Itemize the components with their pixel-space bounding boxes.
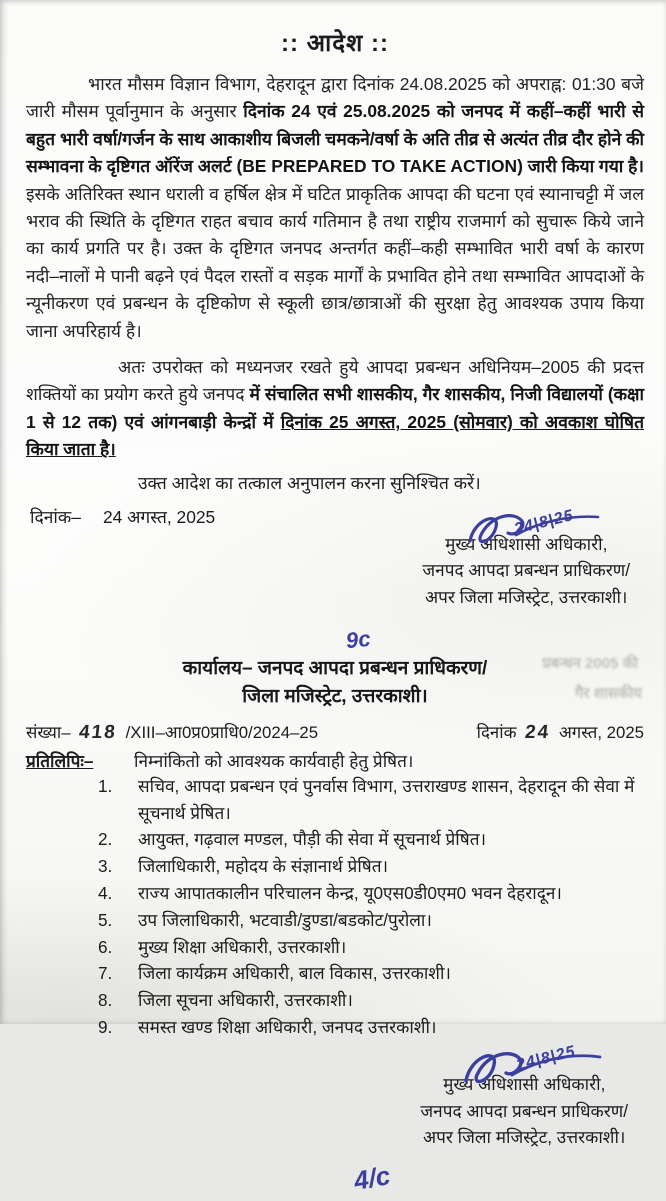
reference-date-suffix: अगस्त, 2025: [558, 722, 644, 742]
list-item: [26, 934, 644, 961]
list-item-text: आयुक्त, गढ़वाल मण्डल, पौड़ी की सेवा में सूचनार्थ प्रेषित।: [138, 829, 487, 850]
document-title: :: आदेश ::: [281, 30, 389, 57]
list-item-number: 3.: [98, 856, 113, 877]
reference-date-label: दिनांक: [476, 722, 517, 742]
bottom-signature-row: [26, 1041, 644, 1201]
list-item-text: उप जिलाधिकारी, भटवाडी/डुण्डा/बडकोट/पुरोला।: [138, 909, 432, 930]
copies-header: [26, 750, 644, 773]
list-item: [26, 907, 644, 934]
copies-label: प्रतिलिपिः–: [26, 750, 94, 771]
signatory-office: अपर जिला मजिस्ट्रेट, उत्तरकाशी।: [424, 587, 628, 607]
list-item-text: जिलाधिकारी, महोदय के संज्ञानार्थ प्रेषित।: [138, 856, 389, 877]
list-item: [26, 960, 644, 987]
list-item-text: मुख्य शिक्षा अधिकारी, उत्तरकाशी।: [138, 936, 347, 957]
reference-date-handwritten: 24: [524, 721, 552, 743]
list-item-number: 1.: [98, 775, 113, 796]
list-item-number: 8.: [98, 990, 113, 1011]
list-item-number: 9.: [98, 1017, 113, 1038]
signature-block-bottom: [420, 1042, 628, 1151]
page-bleedthrough-text-1: प्रबन्धन 2005 की: [542, 654, 638, 672]
para2-holiday-declaration: दिनांक 25 अगस्त, 2025 (सोमवार) को अवकाश घोषित किया जाता है।: [26, 411, 644, 460]
handwritten-initials-bottom: 4/c: [351, 1160, 393, 1196]
para1-relief-text: इसके अतिरिक्त स्थान धराली व हर्षिल क्षेत्र में घटित प्राकृतिक आपदा की घटना एवं स्यानाचट्टी में जल भराव की स्थिति के दृष्टिगत राहत बचाव कार्य गतिमान है तथा राष्ट्रीय राजमार्ग को सुचारू किये जाने का कार्य प्रगति पर है। उक्त के दृष्टिगत जनपद अन्तर्गत कहीं–कही सम्भावित भारी वर्षा के कारण नदी–नालों मे पानी बढ़ने एवं पैदल रास्तों व सड़क मार्गों के प्रभावित होने तथा सम्भावित आपदाओं के न्यूनीकरण एवं प्रबन्धन के दृष्टिकोण से स्कूली छात्र/छात्राओं की सुरक्षा हेतु आवश्यक उपाय किया जाना अपरिहार्य है।: [26, 183, 644, 341]
reference-number: [26, 720, 318, 744]
list-item-text: राज्य आपातकालीन परिचालन केन्द्र, यू0एस0डी0एम0 भवन देहरादून।: [138, 883, 562, 903]
signatory-authority: जनपद आपदा प्रबन्धन प्राधिकरण/: [422, 560, 630, 581]
reference-number-row: [26, 720, 644, 744]
signature-date-handwritten: 24|8|25: [515, 1042, 578, 1075]
para1-intro: भारत मौसम विज्ञान विभाग, देहरादून द्वारा दिनांक 24.08.2025 को अपराह्न: 01:30 बजे जारी मौसम पूर्वानुमान के अनुसार: [26, 74, 644, 122]
list-item-text: जिला सूचना अधिकारी, उत्तरकाशी।: [138, 990, 353, 1011]
copies-intro: निम्नांकितो को आवश्यक कार्यवाही हेतु प्रेषित।: [134, 750, 414, 771]
signatory-designation: मुख्य अधिशासी अधिकारी,: [445, 533, 608, 554]
handwritten-initials-top: 9c: [344, 625, 372, 653]
signatory-designation: मुख्य अधिशासी अधिकारी,: [443, 1073, 606, 1094]
copies-section: [26, 750, 644, 1041]
reference-label: संख्या–: [26, 722, 71, 742]
reference-date: [477, 720, 644, 744]
office-heading: [26, 655, 644, 712]
office-heading-line2: जिला मजिस्ट्रेट, उत्तरकाशी।: [242, 686, 428, 708]
list-item: [26, 987, 644, 1014]
list-item-number: 5.: [98, 909, 113, 930]
list-item-number: 7.: [98, 963, 113, 984]
signature-block-top: [422, 506, 630, 611]
list-item: [26, 773, 644, 827]
para1-alert-bold: दिनांक 24 एवं 25.08.2025 को जनपद में कहीं–कहीं भारी से बहुत भारी वर्षा/गर्जन के साथ आकाशीय बिजली चमकने/वर्षा के अति तीव्र से अत्यंत तीव्र दौर होने की सम्भावना के दृष्टिगत ऑरेंज अलर्ट (BE PREPARED TO TAKE ACTION) जारी किया गया है।: [26, 101, 645, 177]
list-item: [26, 826, 644, 853]
signature-date-handwritten: 24|8|25: [513, 506, 576, 538]
page-bleedthrough-text-2: गैर शासकीय: [574, 684, 642, 702]
list-item-number: 6.: [98, 936, 113, 957]
list-item: [26, 1014, 644, 1041]
date-and-signature-row: [26, 505, 644, 625]
list-item-number: 4.: [98, 883, 113, 903]
list-item: [26, 853, 644, 880]
order-date-value: 24 अगस्त, 2025: [102, 506, 216, 527]
order-paragraph-1: [26, 71, 644, 345]
compliance-line: उक्त आदेश का तत्काल अनुपालन करना सुनिश्चित करें।: [138, 472, 481, 493]
order-date-label: दिनांक–: [30, 506, 81, 527]
list-item-number: 2.: [98, 829, 113, 850]
para2-intro: अतः उपरोक्त को मध्यनजर रखते हुये आपदा प्रबन्धन अधिनियम–2005 की प्रदत्त शक्तियों का प्रयोग करते हुये जनपद: [26, 357, 644, 405]
reference-suffix: /XIII–आ0प्र0प्राधि0/2024–25: [125, 722, 319, 742]
list-item: [26, 880, 644, 907]
signatory-office: अपर जिला मजिस्ट्रेट, उत्तरकाशी।: [422, 1127, 626, 1148]
signatory-authority: जनपद आपदा प्रबन्धन प्राधिकरण/: [420, 1100, 628, 1121]
order-paragraph-2: [26, 354, 644, 464]
reference-number-handwritten: 418: [78, 721, 119, 743]
list-item-text: जिला कार्यक्रम अधिकारी, बाल विकास, उत्तरकाशी।: [138, 963, 451, 984]
para2-schools-bold: में संचालित सभी शासकीय, गैर शासकीय, निजी विद्यालयों (कक्षा 1 से 12 तक) एवं आंगनबाड़ी केन्द्रों में: [26, 384, 644, 432]
office-heading-line1: कार्यालय– जनपद आपदा प्रबन्धन प्राधिकरण/: [182, 657, 488, 679]
list-item-text: सचिव, आपदा प्रबन्धन एवं पुनर्वास विभाग, उत्तराखण्ड शासन, देहरादून की सेवा में सूचनार्थ प्रेषित।: [138, 775, 635, 823]
handwritten-initials-top-wrap: [346, 627, 644, 655]
list-item-text: समस्त खण्ड शिक्षा अधिकारी, जनपद उत्तरकाशी।: [138, 1017, 437, 1038]
